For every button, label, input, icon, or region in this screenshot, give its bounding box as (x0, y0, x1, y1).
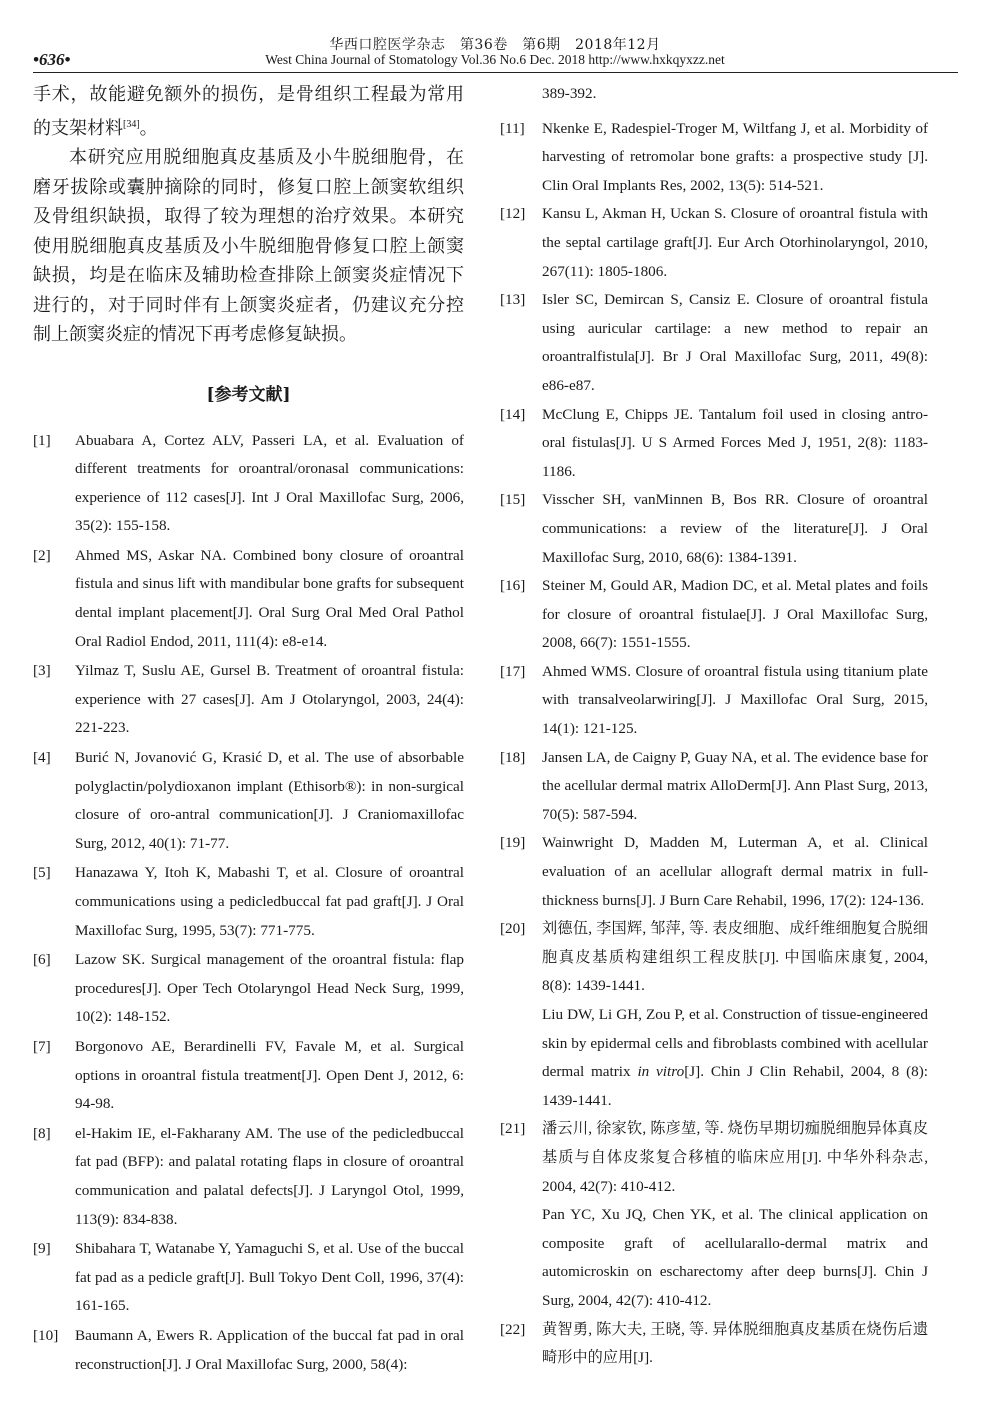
reference-item (500, 829, 928, 915)
reference-number: [15] (500, 491, 526, 509)
body-paragraph-1-end: 。 (139, 117, 158, 139)
reference-item (33, 1120, 464, 1234)
reference-text: McClung E, Chipps JE. Tantalum foil used in closing antro-oral fistulas[J]. U S Armed Forces Med J, 1951, 2(8): 1183-1186. (542, 405, 928, 480)
left-column (33, 80, 464, 1380)
reference-item (33, 859, 464, 945)
references-title: [参考文献] (206, 384, 291, 405)
body-paragraph-2: 本研究应用脱细胞真皮基质及小牛脱细胞骨，在磨牙拔除或囊肿摘除的同时，修复口腔上颌窦软组织及骨组织缺损，取得了较为理想的治疗效果。本研究使用脱细胞真皮基质及小牛脱细胞骨修复口腔上颌窦缺损，均是在临床及辅助检查排除上颌窦炎症情况下进行的，对于同时伴有上颌窦炎症者，仍建议充分控制上颌窦炎症的情况下再考虑修复缺损。 (33, 147, 464, 345)
reference-text: Burić N, Jovanović G, Krasić D, et al. The use of absorbable polyglactin/polydioxanon implant (Ethisorb®): in non-surgical closure of oro-antral communication[J]. J Craniomaxillofac Surg, 2012, 40(1): 71-77. (75, 749, 464, 852)
reference-item (500, 486, 928, 572)
reference-text: Lazow SK. Surgical management of the oroantral fistula: flap procedures[J]. Oper Tech Otolaryngol Head Neck Surg, 1999, 10(2): 148-152. (75, 951, 464, 1026)
reference-item (500, 744, 928, 830)
reference-item (33, 946, 464, 1032)
reference-text: Abuabara A, Cortez ALV, Passeri LA, et al. Evaluation of different treatments for oroantral/oronasal communications: experience of 112 cases[J]. Int J Oral Maxillofac Surg, 2006, 35(2): 155-158. (75, 431, 464, 535)
reference-text: Hanazawa Y, Itoh K, Mabashi T, et al. Closure of oroantral communications using a pedicledbuccal fat pad graft[J]. J Oral Maxillofac Surg, 1995, 53(7): 771-775. (75, 864, 464, 939)
reference-text: el-Hakim IE, el-Fakharany AM. The use of the pedicledbuccal fat pad (BFP): and palatal rotating flaps in closure of oroantral communication and palatal defects[J]. J Laryngol Otol, 1999, 113(9): 834-838. (75, 1124, 464, 1228)
reference-translation-italic: in vitro (637, 1063, 685, 1081)
reference-item (500, 658, 928, 744)
reference-item (33, 427, 464, 541)
reference-text: Shibahara T, Watanabe Y, Yamaguchi S, et al. Use of the buccal fat pad as a pedicle graft[J]. Bull Tokyo Dent Coll, 1996, 37(4): 161-165. (75, 1240, 464, 1315)
reference-number: [18] (500, 748, 526, 766)
reference-text: Yilmaz T, Suslu AE, Gursel B. Treatment of oroantral fistula: experience with 27 cases[J]. Am J Otolaryngol, 2003, 24(4): 221-223. (75, 662, 464, 737)
journal-header-en: West China Journal of Stomatology Vol.36 No.6 Dec. 2018 http://www.hxkqyxzz.net (265, 52, 725, 67)
reference-translation: Pan YC, Xu JQ, Chen YK, et al. The clinical application on composite graft of acellularallo-dermal matrix and automicroskin on escharectomy after deep burns[J]. Chin J Surg, 2004, 42(7): 410-412. (542, 1206, 928, 1309)
reference-number: [14] (500, 405, 526, 423)
right-column (500, 80, 928, 1373)
reference-text: Ahmed WMS. Closure of oroantral fistula using titanium plate with transalveolarwiring[J]. J Maxillofac Oral Surg, 2015, 14(1): 121-125. (542, 662, 928, 738)
reference-item (500, 1115, 928, 1201)
reference-translation (500, 1001, 928, 1115)
reference-translation-part: [J]. Chin J Clin Rehabil, 2004, 8 (8): 1439-1441. (542, 1063, 929, 1109)
reference-number: [17] (500, 662, 526, 680)
reference-text: Borgonovo AE, Berardinelli FV, Favale M, et al. Surgical options in oroantral fistula treatment[J]. Open Dent J, 2012, 6: 94-98. (75, 1037, 464, 1113)
reference-item (500, 401, 928, 487)
reference-item (500, 915, 928, 1001)
reference-item (33, 1322, 464, 1379)
journal-header-cn: 华西口腔医学杂志 第36卷 第6期 2018年12月 (329, 37, 661, 53)
reference-number: [8] (33, 1124, 51, 1142)
reference-text: Ahmed MS, Askar NA. Combined bony closure of oroantral fistula and sinus lift with mandibular bone grafts for subsequent dental implant placement[J]. Oral Surg Oral Med Oral Pathol Oral Radiol Endod, 2011, 111(4): e8-e14. (75, 546, 464, 650)
reference-number: [10] (33, 1326, 59, 1344)
page-number: •636• (33, 50, 71, 69)
reference-translation-part: Liu DW, Li GH, Zou P, et al. Construction of tissue-engineered skin by epidermal cells and fibroblasts combined with acellular dermal matrix (542, 1006, 928, 1081)
reference-continuation: 389-392. (542, 85, 597, 102)
reference-text: 黄智勇, 陈大夫, 王晓, 等. 异体脱细胞真皮基质在烧伤后遗畸形中的应用[J]. (542, 1320, 928, 1367)
reference-number: [9] (33, 1240, 51, 1258)
body-paragraph-1 (33, 80, 464, 143)
reference-number: [1] (33, 431, 51, 449)
reference-item (33, 657, 464, 743)
reference-item (33, 744, 464, 858)
reference-item (500, 115, 928, 201)
reference-number: [22] (500, 1320, 526, 1338)
reference-number: [13] (500, 291, 526, 309)
reference-text: 潘云川, 徐家钦, 陈彦堃, 等. 烧伤早期切痂脱细胞异体真皮基质与自体皮浆复合移植的临床应用[J]. 中华外科杂志, 2004, 42(7): 410-412. (542, 1120, 928, 1195)
reference-number: [6] (33, 951, 51, 969)
reference-number: [20] (500, 920, 526, 938)
reference-item (500, 1316, 928, 1373)
reference-number: [16] (500, 577, 526, 595)
reference-number: [19] (500, 834, 526, 852)
reference-text: 刘德伍, 李国辉, 邹萍, 等. 表皮细胞、成纤维细胞复合脱细胞真皮基质构建组织工程皮肤[J]. 中国临床康复, 2004, 8(8): 1439-1441. (542, 920, 928, 995)
reference-number: [12] (500, 205, 526, 223)
citation-superscript: [34] (123, 118, 140, 130)
reference-item (33, 1235, 464, 1321)
reference-item (500, 572, 928, 658)
reference-item (33, 1033, 464, 1119)
reference-number: [21] (500, 1120, 526, 1138)
reference-item (500, 286, 928, 400)
body-paragraph-1-text: 手术，故能避免额外的损伤，是骨组织工程最为常用的支架材料 (33, 84, 464, 139)
reference-text: Wainwright D, Madden M, Luterman A, et al. Clinical evaluation of an acellular allograft dermal matrix in full-thickness burns[J]. J Burn Care Rehabil, 1996, 17(2): 124-136. (542, 834, 928, 909)
reference-text: Baumann A, Ewers R. Application of the buccal fat pad in oral reconstruction[J]. J Oral Maxillofac Surg, 2000, 58(4): (75, 1326, 464, 1373)
reference-number: [3] (33, 662, 51, 680)
reference-text: Nkenke E, Radespiel-Troger M, Wiltfang J, et al. Morbidity of harvesting of retromolar bone grafts: a prospective study [J]. Clin Oral Implants Res, 2002, 13(5): 514-521. (542, 119, 928, 194)
reference-number: [4] (33, 749, 51, 767)
reference-number: [11] (500, 119, 525, 137)
reference-text: Kansu L, Akman H, Uckan S. Closure of oroantral fistula with the septal cartilage graft[J]. Eur Arch Otorhinolaryngol, 2010, 267(11): 1805-1806. (542, 205, 928, 280)
reference-number: [2] (33, 546, 51, 564)
reference-item (500, 200, 928, 286)
header-rule (33, 72, 958, 73)
reference-text: Steiner M, Gould AR, Madion DC, et al. Metal plates and foils for closure of oroantral fistulae[J]. J Oral Maxillofac Surg, 2008, 66(7): 1551-1555. (542, 577, 928, 652)
reference-number: [7] (33, 1037, 51, 1055)
reference-text: Visscher SH, vanMinnen B, Bos RR. Closure of oroantral communications: a review of the literature[J]. J Oral Maxillofac Surg, 2010, 68(6): 1384-1391. (542, 491, 928, 566)
reference-text: Isler SC, Demircan S, Cansiz E. Closure of oroantral fistula using auricular cartilage: a new method to repair an oroantralfistula[J]. Br J Oral Maxillofac Surg, 2011, 49(8): e86-e87. (542, 291, 928, 394)
reference-text: Jansen LA, de Caigny P, Guay NA, et al. The evidence base for the acellular dermal matrix AlloDerm[J]. Ann Plast Surg, 2013, 70(5): 587-594. (542, 748, 928, 823)
reference-item (33, 542, 464, 656)
reference-number: [5] (33, 864, 51, 882)
